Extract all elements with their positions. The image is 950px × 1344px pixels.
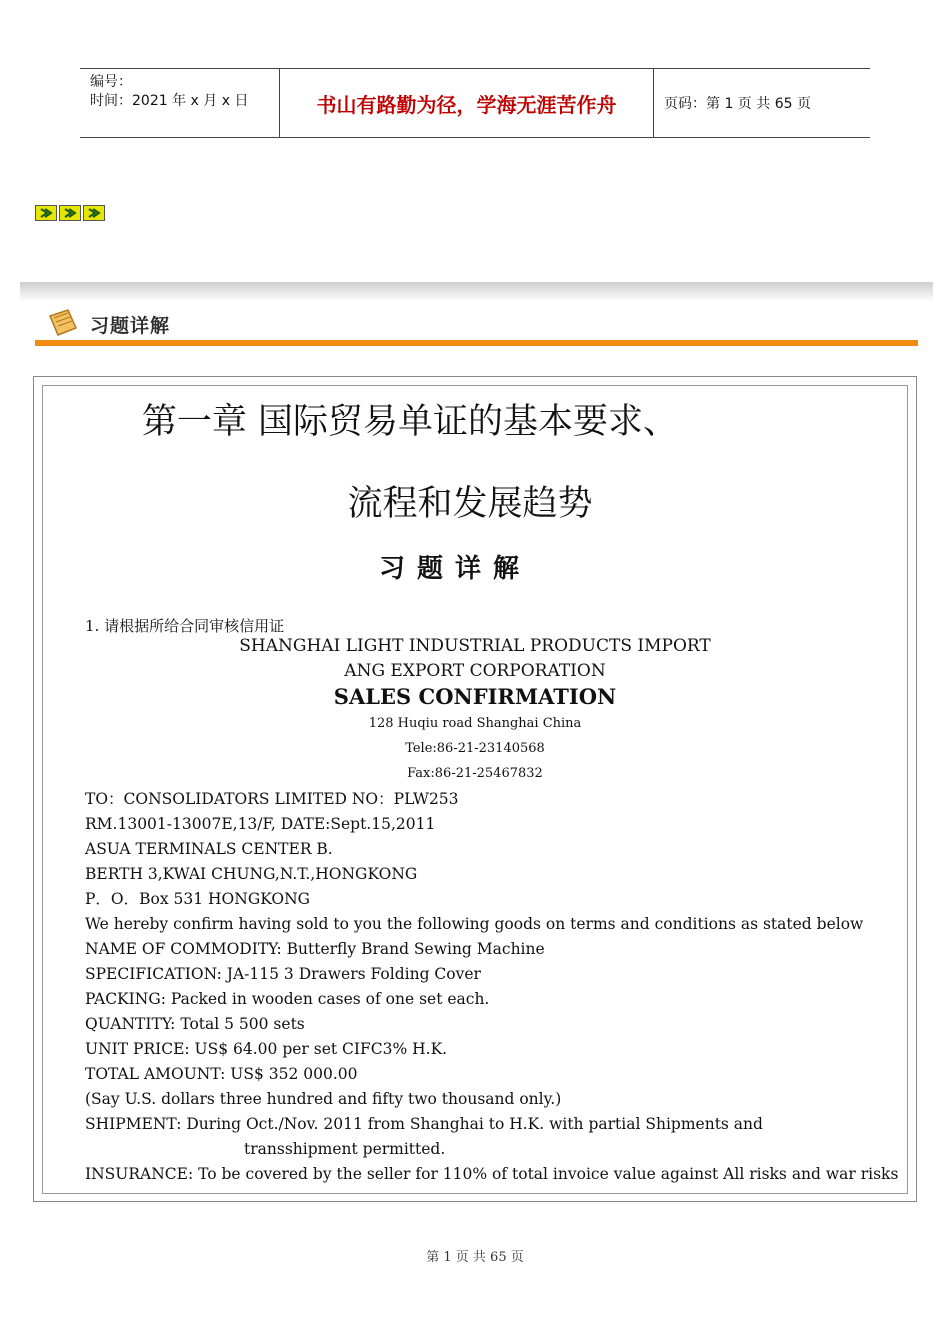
contract-line: UNIT PRICE: US$ 64.00 per set CIFC3% H.K. [85, 1040, 448, 1058]
banner-underline [35, 340, 918, 346]
chapter-title-line2: 流程和发展趋势 [347, 484, 593, 524]
page-footer: 第 1 页 共 65 页 [426, 1250, 524, 1265]
company-address: 128 Huqiu road Shanghai China [368, 716, 582, 731]
arrow-icons-group [35, 205, 107, 221]
contract-line: TOTAL AMOUNT: US$ 352 000.00 [85, 1065, 358, 1083]
question-text: 1. 请根据所给合同审核信用证 [85, 617, 285, 635]
contract-line: RM.13001-13007E,13/F, DATE:Sept.15,2011 [85, 815, 436, 833]
arrow-right-icon [59, 205, 81, 221]
contract-line: SPECIFICATION: JA-115 3 Drawers Folding Cover [85, 965, 481, 983]
arrow-right-icon [83, 205, 105, 221]
contract-line: transshipment permitted. [244, 1140, 446, 1158]
arrow-right-icon [35, 205, 57, 221]
number-label: 编号： [90, 74, 132, 90]
contract-line: PACKING: Packed in wooden cases of one set each. [85, 990, 490, 1008]
header-meta-cell [80, 69, 280, 137]
contract-line: ASUA TERMINALS CENTER B. [85, 840, 333, 858]
chapter-title-line1: 第一章 国际贸易单证的基本要求、 [141, 402, 679, 442]
company-tel: Tele:86-21-23140568 [405, 741, 545, 756]
contract-line: We hereby confirm having sold to you the following goods on terms and conditions as stated below [85, 915, 864, 933]
motto: 书山有路勤为径，学海无涯苦作舟 [280, 69, 654, 137]
contract-line: INSURANCE: To be covered by the seller for 110% of total invoice value against All risks and war risks [85, 1165, 899, 1183]
contract-line: NAME OF COMMODITY: Butterfly Brand Sewing Machine [85, 940, 545, 958]
chapter-title [42, 398, 908, 528]
company-name-line2: ANG EXPORT CORPORATION [344, 661, 606, 681]
company-fax: Fax:86-21-25467832 [407, 766, 543, 781]
time-label: 时间：2021 年 x 月 x 日 [90, 93, 249, 109]
banner-shade [20, 282, 933, 302]
section-banner-title: 习题详解 [90, 315, 171, 337]
company-name-line1: SHANGHAI LIGHT INDUSTRIAL PRODUCTS IMPORT [239, 636, 711, 656]
contract-line: P．O．Box 531 HONGKONG [85, 890, 311, 908]
contract-line: BERTH 3,KWAI CHUNG,N.T.,HONGKONG [85, 865, 418, 883]
contract-body [85, 787, 898, 1187]
contract-line: (Say U.S. dollars three hundred and fifty two thousand only.) [85, 1090, 562, 1108]
sales-confirmation-title: SALES CONFIRMATION [333, 684, 617, 709]
page-info: 页码：第 1 页 共 65 页 [664, 96, 811, 112]
contract-line: TO：CONSOLIDATORS LIMITED NO：PLW253 [85, 790, 459, 808]
contract-line: QUANTITY: Total 5 500 sets [85, 1015, 305, 1033]
notebook-icon [46, 308, 80, 342]
chapter-subtitle: 习题详解 [378, 554, 531, 584]
contract-line: SHIPMENT: During Oct./Nov. 2011 from Shanghai to H.K. with partial Shipments and [85, 1115, 763, 1133]
document-header [80, 68, 870, 138]
